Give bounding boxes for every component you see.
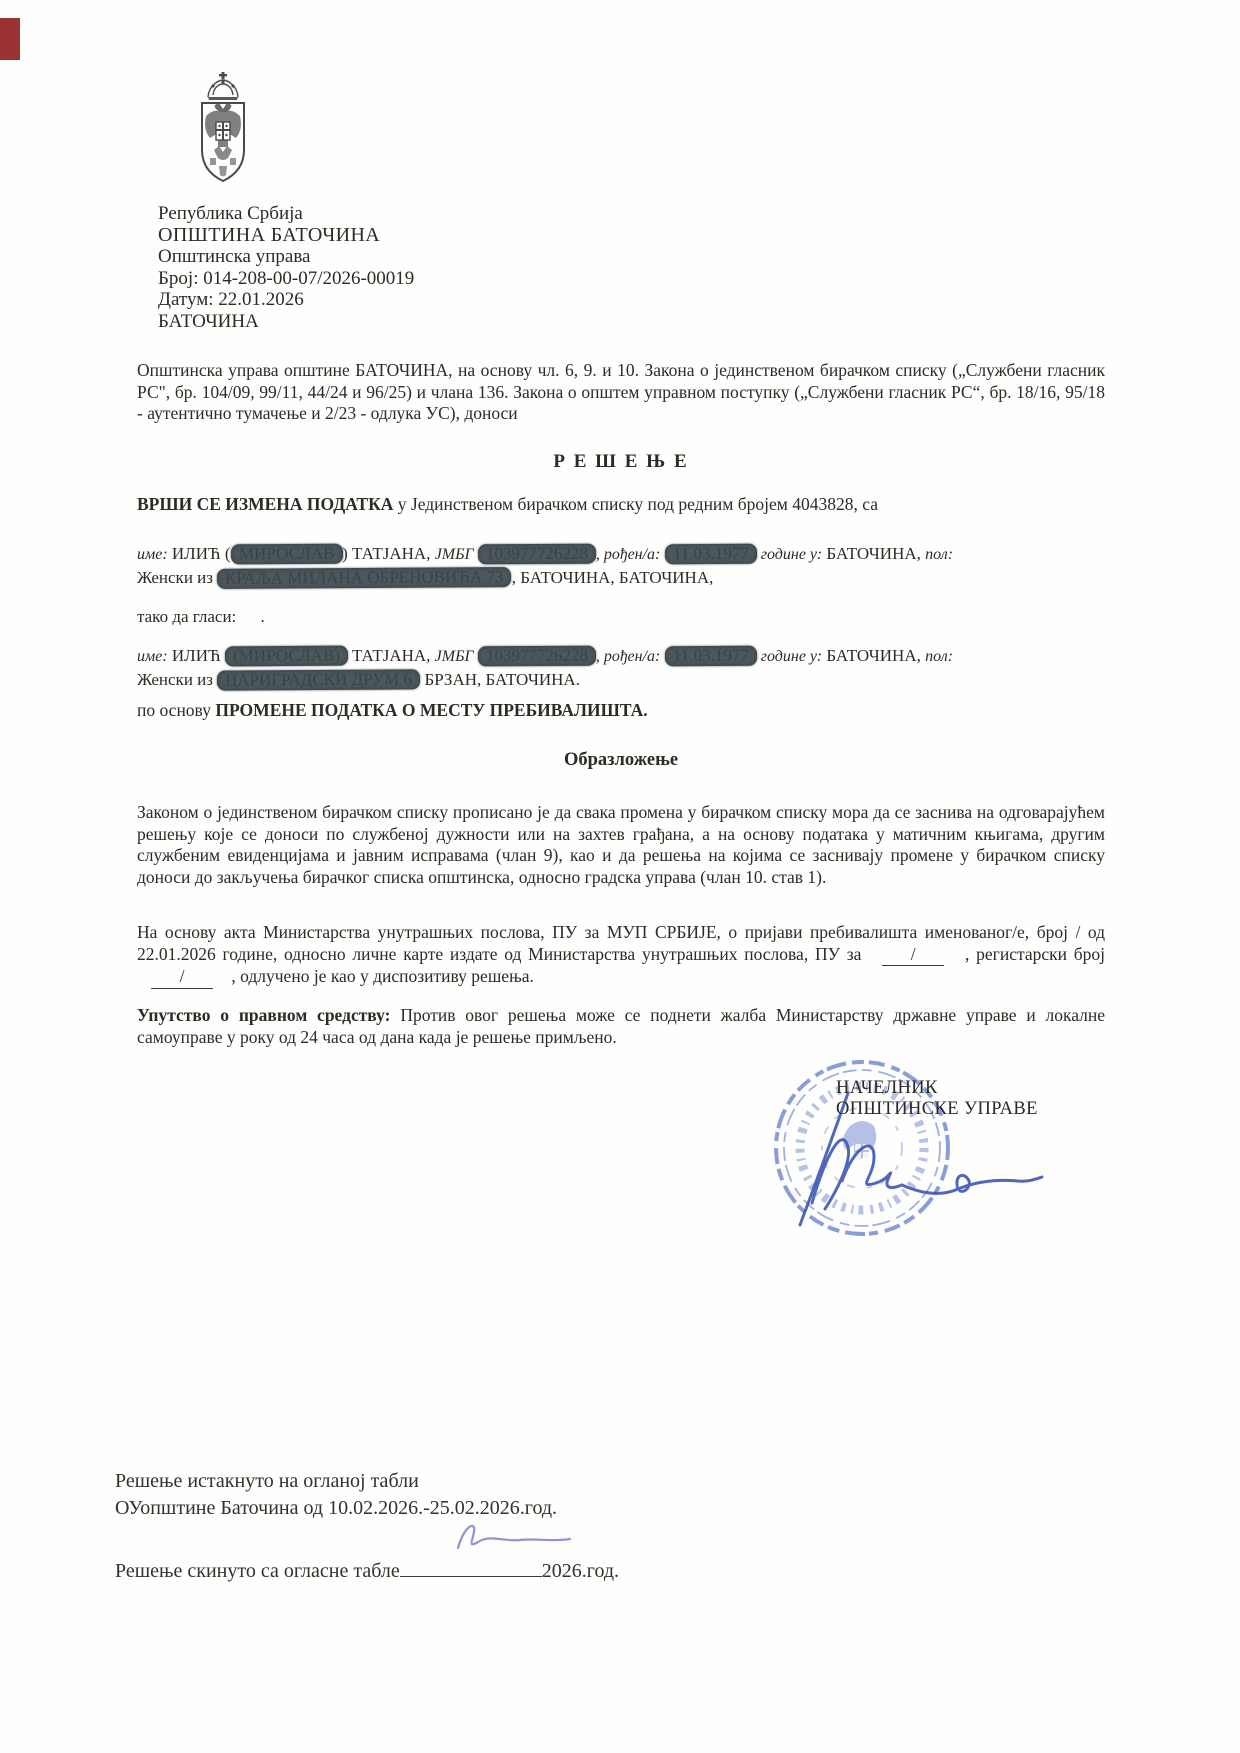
para2-text-a: На основу акта Министарства унутрашњих послова, ПУ за МУП СРБИЈЕ, о пријави пребивалишта именованог/е, број / од 22.01.2026 године, односно личне карте издате од Министарства унутрашњих послова, ПУ за — [137, 922, 1105, 964]
legal-remedy-rest: Против овог решења може се поднети жалба Министарству државне управе и локалне самоуправе у року од 24 часа од дана када је решење примљено. — [137, 1005, 1106, 1047]
signatory-role: НАЧЕЛНИК — [836, 1078, 938, 1098]
blank-removal-date — [400, 1558, 542, 1577]
voter-record-new-line1 — [137, 644, 1132, 668]
voter-record-new — [137, 644, 1132, 691]
removal-note-text: Решење скинуто са огласне табле — [115, 1560, 400, 1582]
header-country: Република Србија — [158, 203, 303, 224]
surname: ИЛИЋ — [171, 646, 221, 665]
transition-line — [137, 605, 1105, 628]
sex-value: Женски — [137, 670, 193, 689]
basis-line — [137, 700, 1105, 722]
sex-label: пол: — [925, 546, 954, 563]
header-place: БАТОЧИНА — [158, 310, 259, 332]
posting-note-line1: Решење истакнуто на огланој табли — [115, 1470, 419, 1492]
serbia-coat-of-arms-icon — [190, 72, 256, 184]
year-in-label: године у: — [760, 546, 823, 563]
legal-remedy-lead: Упутство о правном средству: — [137, 1005, 391, 1025]
legal-remedy-paragraph — [137, 1005, 1105, 1048]
jmbg-label: ЈМБГ — [434, 648, 474, 665]
voter-record-old-line1 — [137, 542, 1132, 566]
posting-note — [115, 1468, 557, 1522]
paren: ( — [224, 544, 231, 563]
scan-edge-artifact — [0, 18, 20, 60]
redacted-father-name: МИРОСЛАВ — [230, 544, 342, 565]
explanation-para1: Законом о јединственом бирачком списку прописано је да свака промена у бирачком списку мора да се заснива на одговарајућем решењу које се доноси по службеној дужности или на захтев грађана, а на основу података у матичним књигама, другим службеним евиденцијама и јавним исправама (члан 9), као и да решења на којима се заснивају промене у бирачком списку доноси до закључења бирачког списка општинска, односно градска управа (члан 10. став 1). — [137, 802, 1105, 887]
transition-text: тако да гласи: — [137, 607, 237, 626]
decision-title: Р Е Ш Е Њ Е — [553, 451, 689, 472]
given-name: ТАТЈАНА, — [352, 646, 431, 665]
name-label: име: — [137, 648, 168, 665]
born-label: , рођен/а: — [595, 546, 661, 563]
explanation-para2 — [137, 922, 1105, 989]
redacted-birthdate: 11.03.1977 — [665, 646, 757, 667]
redacted-father-name: (МИРОСЛАВ) — [225, 646, 348, 667]
signatory-office: ОПШТИНСКЕ УПРАВЕ — [836, 1099, 1038, 1119]
blank-field-pu: / — [882, 944, 944, 967]
operative-lead-bold: ВРШИ СЕ ИЗМЕНА ПОДАТКА — [137, 494, 394, 514]
birthplace: БАТОЧИНА, — [826, 544, 921, 563]
header-department: Општинска управа — [158, 246, 311, 267]
voter-record-old — [137, 542, 1132, 589]
surname: ИЛИЋ — [171, 544, 221, 563]
redacted-address: КРАЉА МИЛАНА ОБРЕНОВИЋА 73 — [217, 567, 512, 589]
posting-note-line2: ОУопштине Баточина од 10.02.2026.-25.02.2026.год. — [115, 1497, 558, 1519]
given-name: ТАТЈАНА, — [352, 544, 431, 563]
transition-dot: . — [260, 607, 265, 626]
jmbg-label: ЈМБГ — [434, 546, 474, 563]
intro-paragraph: Општинска управа општине БАТОЧИНА, на основу чл. 6, 9. и 10. Закона о јединственом бирачком списку („Службени гласник РС", бр. 104/09, 99/11, 44/24 и 96/25) и члана 136. Закона о општем управном поступку („Службени гласник РС“, бр. 18/16, 95/18 - аутентично тумачење и 2/23 - одлука УС), доноси — [137, 360, 1105, 423]
from-word: из — [197, 568, 213, 587]
year-in-label: године у: — [760, 648, 823, 665]
signatory-title-block — [836, 1078, 1038, 1120]
header-municipality: ОПШТИНА БАТОЧИНА — [158, 223, 381, 246]
para2-text-c: , одлучено је као у диспозитиву решења. — [231, 966, 534, 986]
birthplace: БАТОЧИНА, — [826, 646, 921, 665]
sex-value: Женски — [137, 568, 193, 587]
basis-bold: ПРОМЕНЕ ПОДАТКА О МЕСТУ ПРЕБИВАЛИШТА. — [215, 700, 648, 720]
removal-note — [115, 1558, 619, 1585]
redacted-birthdate: 11.03.1977 — [665, 544, 757, 565]
voter-record-new-line2 — [137, 668, 1132, 691]
blank-field-registry-number: / — [151, 966, 213, 989]
header-date: Датум: 22.01.2026 — [158, 289, 304, 310]
voter-record-old-line2 — [137, 566, 1132, 589]
operative-lead — [137, 494, 1105, 516]
document-header — [158, 203, 414, 332]
from-word: из — [197, 670, 213, 689]
sex-label: пол: — [925, 648, 954, 665]
redacted-address: ЦАРИГРАДСКИ ДРУМ 6 — [217, 669, 420, 690]
residence: , БАТОЧИНА, БАТОЧИНА, — [511, 568, 714, 587]
explanation-heading: Образложење — [563, 750, 679, 770]
header-case-number: Број: 014-208-00-07/2026-00019 — [158, 267, 415, 289]
basis-plain: по основу — [137, 700, 211, 720]
name-label: име: — [137, 546, 168, 563]
operative-lead-rest: у Јединственом бирачком списку под редним бројем 4043828, са — [397, 494, 878, 514]
paren: ) — [342, 544, 348, 563]
para2-text-b: , регистарски број — [965, 943, 1106, 964]
born-label: , рођен/а: — [595, 648, 661, 665]
redacted-jmbg: 103977726228 — [478, 544, 596, 565]
removal-note-year: 2026.год. — [541, 1560, 620, 1582]
handwritten-initial-icon — [452, 1518, 582, 1554]
residence: БРЗАН, БАТОЧИНА. — [424, 670, 580, 689]
redacted-jmbg: 103977726228 — [478, 646, 596, 667]
